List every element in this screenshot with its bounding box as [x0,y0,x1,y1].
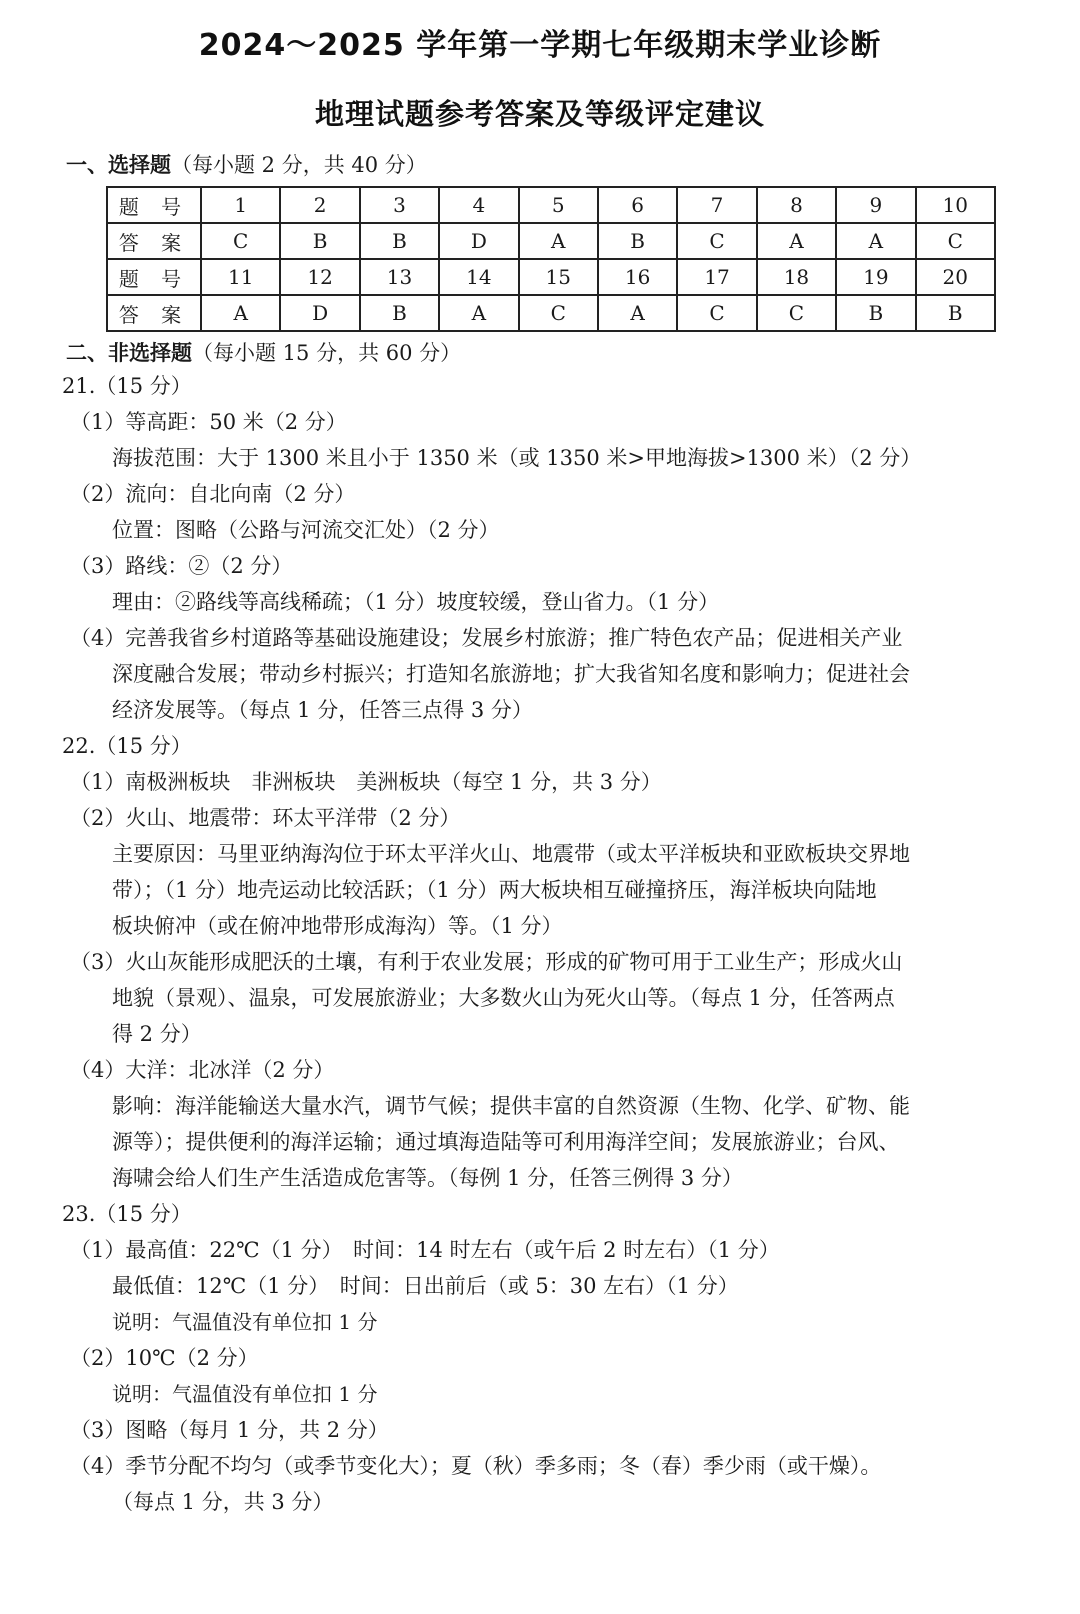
q23-part1-min: 最低值：12℃（1 分） 时间：日出前后（或 5：30 左右）（1 分） [112,1274,739,1298]
q23-part2: （2）10℃（2 分） [70,1346,259,1370]
question-number-cell: 16 [598,259,677,295]
section1-header [66,150,427,180]
answer-cell: A [598,295,677,331]
section2-note: （每小题 15 分，共 60 分） [192,341,462,365]
q22-part4-impact-line1: 影响：海洋能输送大量水汽，调节气候；提供丰富的自然资源（生物、化学、矿物、能 [112,1094,910,1118]
q21-part4-line3: 经济发展等。（每点 1 分，任答三点得 3 分） [112,698,533,722]
answer-row [107,295,995,331]
question-number-cell: 19 [836,259,915,295]
page-title: 2024～2025 学年第一学期七年级期末学业诊断 [198,28,882,63]
question-number-cell: 7 [677,187,756,223]
q22-part2-reason-line3: 板块俯冲（或在俯冲地带形成海沟）等。（1 分） [112,914,563,938]
page-subtitle: 地理试题参考答案及等级评定建议 [314,97,765,131]
question-number-cell: 8 [757,187,836,223]
question-number-cell: 5 [519,187,598,223]
q22-part2: （2）火山、地震带：环太平洋带（2 分） [70,806,461,830]
q22-part3-line3: 得 2 分） [112,1022,202,1046]
q22-part4-impact-line3: 海啸会给人们生产生活造成危害等。（每例 1 分，任答三例得 3 分） [112,1166,743,1190]
question-number-cell: 1 [201,187,280,223]
q21-part3: （3）路线：②（2 分） [70,554,293,578]
answer-cell: B [360,295,439,331]
q21-part4-line2: 深度融合发展；带动乡村振兴；打造知名旅游地；扩大我省知名度和影响力；促进社会 [112,662,910,686]
section1-note: （每小题 2 分，共 40 分） [171,153,427,177]
answer-cell: A [201,295,280,331]
question-number-cell: 12 [280,259,359,295]
section2-header [66,338,461,368]
question-number-cell: 9 [836,187,915,223]
question-number-cell: 13 [360,259,439,295]
question-number-cell: 2 [280,187,359,223]
answer-cell: B [598,223,677,259]
q23-part3: （3）图略（每月 1 分，共 2 分） [70,1418,389,1442]
question-number-cell: 11 [201,259,280,295]
answer-cell: A [439,295,518,331]
row-header-cell: 答 案 [107,223,201,259]
row-header-cell: 题 号 [107,187,201,223]
question-number-cell: 6 [598,187,677,223]
answer-row [107,223,995,259]
q21-part1-altitude: 海拔范围：大于 1300 米且小于 1350 米（或 1350 米>甲地海拔>1300 米）（2 分） [112,446,922,470]
q21-part2: （2）流向：自北向南（2 分） [70,482,356,506]
answer-cell: B [360,223,439,259]
answer-table [106,186,996,332]
answer-cell: C [677,295,756,331]
q22-part4: （4）大洋：北冰洋（2 分） [70,1058,335,1082]
row-header-cell: 题 号 [107,259,201,295]
q23-part4-line2: （每点 1 分，共 3 分） [112,1490,334,1514]
q21-part3-reason: 理由：②路线等高线稀疏；（1 分）坡度较缓，登山省力。（1 分） [112,590,720,614]
question-number-cell: 15 [519,259,598,295]
q22-part3-line2: 地貌（景观）、温泉，可发展旅游业；大多数火山为死火山等。（每点 1 分，任答两点 [112,986,895,1010]
answer-cell: C [757,295,836,331]
answer-cell: C [677,223,756,259]
answer-cell: C [916,223,995,259]
q23-part1-max: （1）最高值：22℃（1 分） 时间：14 时左右（或午后 2 时左右）（1 分） [70,1238,780,1262]
question-number-cell: 14 [439,259,518,295]
answer-cell: B [280,223,359,259]
q22-part3-line1: （3）火山灰能形成肥沃的土壤，有利于农业发展；形成的矿物可用于工业生产；形成火山 [70,950,903,974]
answer-cell: D [280,295,359,331]
question-number-row [107,259,995,295]
q21-part1: （1）等高距：50 米（2 分） [70,410,347,434]
answer-cell: A [836,223,915,259]
q22-header: 22.（15 分） [62,734,192,758]
question-number-cell: 17 [677,259,756,295]
question-number-cell: 18 [757,259,836,295]
q21-part4-line1: （4）完善我省乡村道路等基础设施建设；发展乡村旅游；推广特色农产品；促进相关产业 [70,626,903,650]
question-number-cell: 20 [916,259,995,295]
question-number-cell: 4 [439,187,518,223]
answer-cell: D [439,223,518,259]
section2-heading: 二、非选择题 [66,341,192,365]
q23-header: 23.（15 分） [62,1202,192,1226]
q21-part2-position: 位置：图略（公路与河流交汇处）（2 分） [112,518,500,542]
q23-part1-note: 说明：气温值没有单位扣 1 分 [112,1310,378,1334]
q22-part1: （1）南极洲板块 非洲板块 美洲板块（每空 1 分，共 3 分） [70,770,662,794]
answer-cell: C [201,223,280,259]
q22-part4-impact-line2: 源等）；提供便利的海洋运输；通过填海造陆等可利用海洋空间；发展旅游业；台风、 [112,1130,900,1154]
q23-part4-line1: （4）季节分配不均匀（或季节变化大）；夏（秋）季多雨；冬（春）季少雨（或干燥）。 [70,1454,882,1478]
q22-part2-reason-line2: 带）；（1 分）地壳运动比较活跃；（1 分）两大板块相互碰撞挤压，海洋板块向陆地 [112,878,877,902]
answer-cell: B [836,295,915,331]
answer-cell: C [519,295,598,331]
row-header-cell: 答 案 [107,295,201,331]
question-number-cell: 10 [916,187,995,223]
question-number-row [107,187,995,223]
question-number-cell: 3 [360,187,439,223]
q23-part2-note: 说明：气温值没有单位扣 1 分 [112,1382,378,1406]
answer-cell: A [757,223,836,259]
answer-cell: A [519,223,598,259]
answer-cell: B [916,295,995,331]
section1-heading: 一、选择题 [66,153,171,177]
q22-part2-reason-line1: 主要原因：马里亚纳海沟位于环太平洋火山、地震带（或太平洋板块和亚欧板块交界地 [112,842,910,866]
q21-header: 21.（15 分） [62,374,192,398]
